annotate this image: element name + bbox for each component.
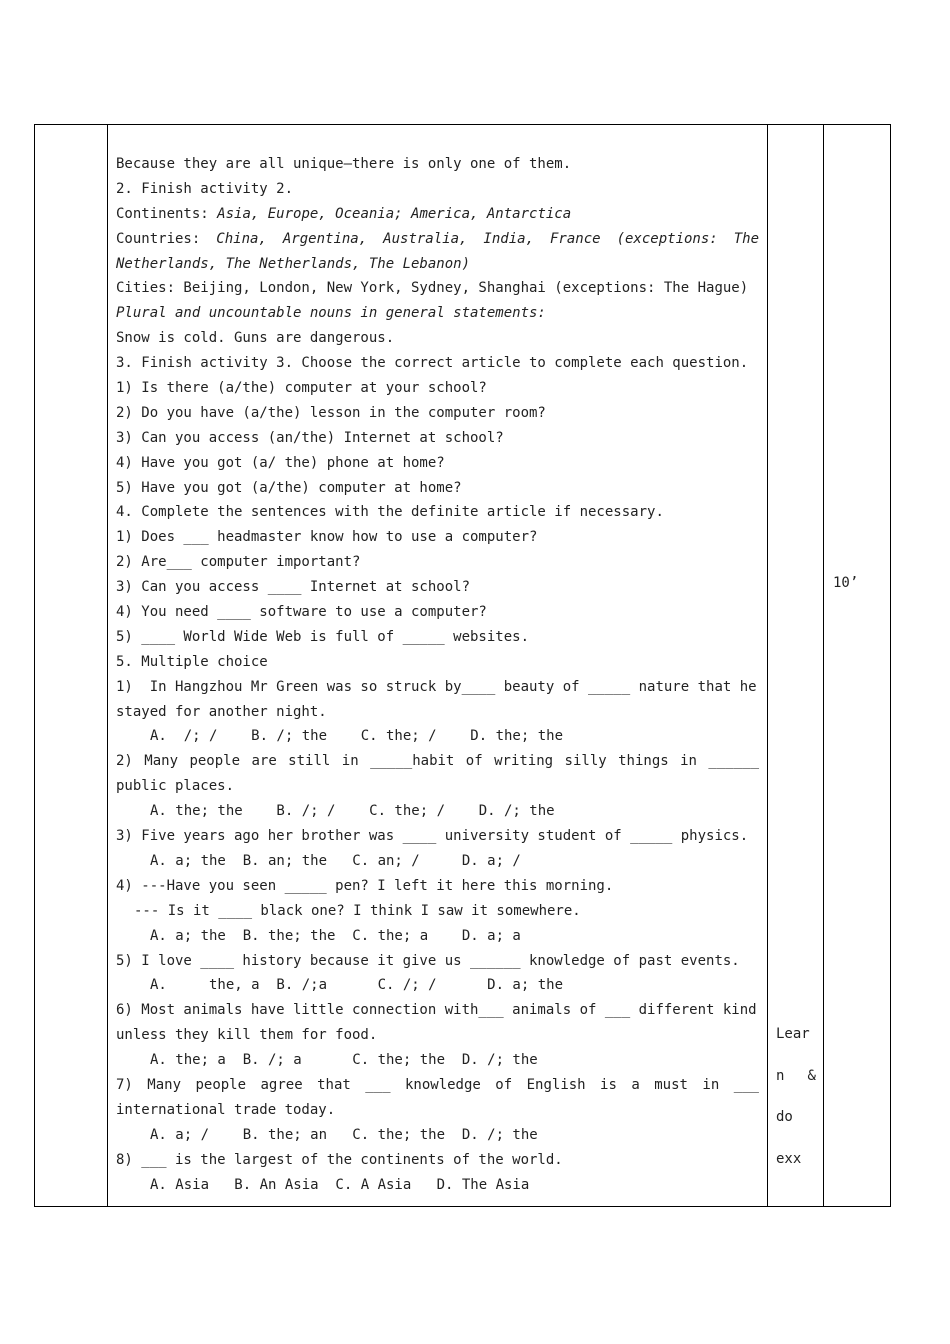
question: 8) ___ is the largest of the continents of the world.	[116, 1151, 563, 1168]
question: 4) ---Have you seen _____ pen? I left it here this morning.	[116, 877, 614, 894]
answer-options: A. the, a B. /;a C. /; / D. a; the	[150, 977, 564, 994]
answer-options: A. a; / B. the; an C. the; the D. /; the	[150, 1126, 538, 1143]
text-line: Cities: Beijing, London, New York, Sydney, Shanghai (exceptions: The Hague)	[116, 280, 749, 297]
question: 2) Do you have (a/the) lesson in the computer room?	[116, 404, 546, 421]
text-line: Snow is cold. Guns are dangerous.	[116, 330, 395, 347]
answer-options: A. the; a B. /; a C. the; the D. /; the	[150, 1052, 538, 1069]
time-allocation: 10’	[833, 575, 859, 591]
question: 7) Many people agree that ___ knowledge of English is a must in ___	[116, 1076, 759, 1093]
activity-note	[776, 1022, 816, 1188]
answer-options: A. Asia B. An Asia C. A Asia D. The Asia	[150, 1176, 530, 1193]
question: public places.	[116, 778, 235, 795]
question: 3) Can you access ____ Internet at school?	[116, 579, 471, 596]
column-divider	[767, 125, 768, 1206]
column-divider	[823, 125, 824, 1206]
activity-note-word: n &	[776, 1067, 816, 1084]
question: 3) Can you access (an/the) Internet at school?	[116, 429, 504, 446]
text-line: Continents: Asia, Europe, Oceania; America, Antarctica	[116, 205, 572, 222]
question: international trade today.	[116, 1101, 336, 1118]
column-divider	[107, 125, 108, 1206]
task-heading: 4. Complete the sentences with the definite article if necessary.	[116, 504, 664, 521]
question: 1) In Hangzhou Mr Green was so struck by____ beauty of _____ nature that he	[116, 678, 757, 695]
activity-note-word: do	[776, 1109, 793, 1125]
task-heading: 5. Multiple choice	[116, 653, 268, 670]
question: 5) Have you got (a/the) computer at home?	[116, 479, 462, 496]
question: 2) Many people are still in _____habit of writing silly things in ______	[116, 753, 759, 770]
answer-options: A. /; / B. /; the C. the; / D. the; the	[150, 728, 564, 745]
task-heading: 3. Finish activity 3. Choose the correct article to complete each question.	[116, 355, 749, 372]
answer-options: A. a; the B. an; the C. an; / D. a; /	[150, 852, 521, 869]
activity-note-word: exx	[776, 1150, 802, 1167]
task-heading: 2. Finish activity 2.	[116, 180, 294, 197]
activity-note-word: Lear	[776, 1026, 810, 1042]
lesson-table	[34, 124, 891, 1207]
answer-options: A. the; the B. /; / C. the; / D. /; the	[150, 803, 555, 820]
question: unless they kill them for food.	[116, 1027, 378, 1044]
question: 5) ____ World Wide Web is full of _____ websites.	[116, 628, 530, 645]
question: 1) Is there (a/the) computer at your school?	[116, 380, 487, 397]
lesson-content	[116, 152, 759, 1197]
question: 4) You need ____ software to use a computer?	[116, 604, 487, 621]
question: stayed for another night.	[116, 703, 327, 720]
text-line: Because they are all unique—there is only one of them.	[116, 156, 572, 172]
section-heading: Plural and uncountable nouns in general statements:	[116, 305, 546, 322]
text-line: Countries: China, Argentina, Australia, India, France (exceptions: The	[116, 230, 760, 247]
answer-options: A. a; the B. the; the C. the; a D. a; a	[150, 927, 521, 944]
text-line: Netherlands, The Netherlands, The Lebanon)	[116, 255, 471, 272]
question: 1) Does ___ headmaster know how to use a computer?	[116, 529, 538, 546]
question: 3) Five years ago her brother was ____ university student of _____ physics.	[116, 828, 749, 845]
question: 4) Have you got (a/ the) phone at home?	[116, 454, 445, 471]
question: 2) Are___ computer important?	[116, 554, 361, 571]
question: 6) Most animals have little connection with___ animals of ___ different kind	[116, 1002, 757, 1019]
question: 5) I love ____ history because it give us ______ knowledge of past events.	[116, 952, 740, 969]
question: --- Is it ____ black one? I think I saw it somewhere.	[134, 902, 581, 919]
